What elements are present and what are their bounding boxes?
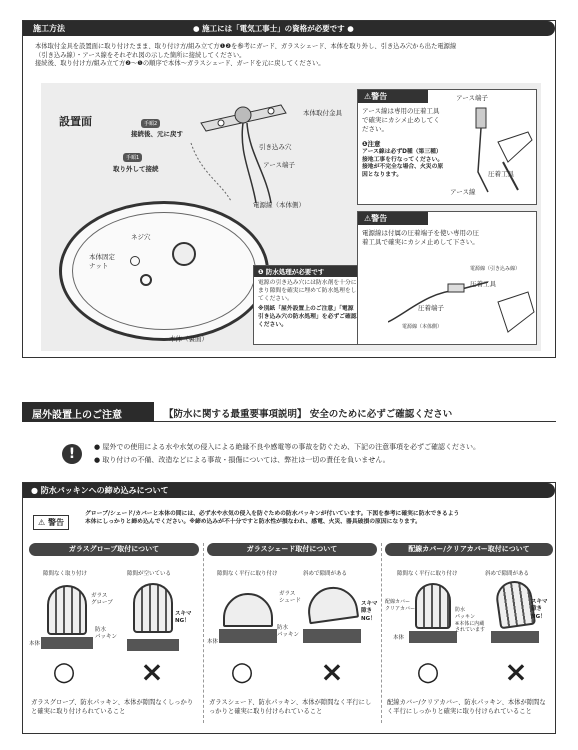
caution-title: ❶注意 <box>362 140 381 148</box>
power-line-tag: 電源線（本体側） <box>402 324 443 330</box>
waterproof-text: 電源の引き込み穴には防水剤を十分にまり隙間を確実に埋めて防水処理をしてください。 <box>258 280 357 302</box>
power-warning-box <box>357 211 537 345</box>
packing-column <box>385 543 553 729</box>
ng-label: 斜めで隙間がある <box>485 571 530 577</box>
instruction-line: （引き込み線）・アース線をそれぞれ図の示した箇所に接続してください。 <box>35 51 246 59</box>
entry-line-tag: 電源線（引き込み線） <box>470 266 521 272</box>
install-surface-label: 設置面 <box>59 115 92 128</box>
power-line-label: 電源線（本体側） <box>253 201 305 209</box>
part2-label: 防水 パッキン <box>95 627 117 641</box>
outdoor-bullet: ● 屋外での使用による水や水気の侵入による絶縁不良や感電等の事故を防ぐため、下記の注意事項を必ずご確認ください。 <box>94 443 481 451</box>
ng-mark: × <box>140 655 164 688</box>
column-header: ガラスグローブ取付について <box>29 543 199 556</box>
globe-ok <box>47 585 87 635</box>
crimp-terminal-tag: 圧着端子 <box>418 304 444 312</box>
outdoor-header <box>22 402 556 422</box>
body-label: 本体 <box>29 641 41 647</box>
earth-warning-title: ⚠警告 <box>358 90 428 103</box>
outdoor-title-box <box>22 402 154 422</box>
packing-column <box>29 543 199 729</box>
ng-mark: × <box>320 655 344 688</box>
part1-label: ガラス グローブ <box>91 593 113 607</box>
column-caption: ガラスシェード、防水パッキン、本体が隙間なく平行にしっかりと確実に取り付けられていること <box>209 699 372 715</box>
install-method-section <box>22 20 556 358</box>
separate-note: ※別紙「屋外設置上のご注意」「電源引き込み穴の防水処理」を必ずご確認ください。 <box>258 306 357 329</box>
install-method-title: 施工方法 <box>33 24 65 33</box>
column-caption: 配線カバー/クリアカバー、防水パッキン、本体が隙間なく平行にしっかりと確実に取り付けられていること <box>387 699 546 715</box>
fixing-nut-label: 本体固定 ナット <box>89 253 115 270</box>
column-divider <box>381 543 382 723</box>
base-ok <box>41 637 93 649</box>
terminal-illustration <box>388 272 536 342</box>
crimp-tool-tag-2: 圧着工具 <box>470 280 496 288</box>
install-method-header <box>23 21 555 36</box>
base-ok <box>219 629 277 643</box>
gap-label: スキマ 隙き NG！ <box>531 599 548 620</box>
ok-mark: ○ <box>52 657 76 687</box>
packing-header <box>23 483 555 498</box>
body-back-label: 本体（裏面） <box>169 335 208 343</box>
earth-warning-box <box>357 89 537 205</box>
base-ng <box>127 639 179 651</box>
screw-hole-label: ネジ穴 <box>131 233 151 241</box>
outdoor-underline <box>154 421 556 422</box>
step1-text: 取り外して接続 <box>113 165 159 173</box>
fixing-nut <box>140 274 152 286</box>
step2-text: 接続後、元に戻す <box>131 130 183 138</box>
shade-ng <box>305 584 359 625</box>
earth-warning-text: アース線は専用の圧着工具で確実にカシメ止めしてください。 <box>362 107 440 133</box>
base-ok <box>409 631 457 643</box>
part1-label: 配線カバー クリアカバー <box>385 599 415 612</box>
ng-label: 斜めで隙間がある <box>303 571 348 577</box>
waterproof-box <box>253 265 363 345</box>
column-header: 配線カバー/クリアカバー取付について <box>385 543 553 556</box>
entry-hole-label: 引き込み穴 <box>259 143 292 151</box>
cover-ok <box>415 583 451 629</box>
ok-mark: ○ <box>230 657 254 687</box>
part2-label: 防水 パッキン ※本体に内蔵 されています <box>455 607 486 634</box>
outdoor-notice <box>22 440 556 470</box>
ng-label: 隙間が空いている <box>127 571 172 577</box>
bracket-illustration <box>131 83 331 213</box>
body-hole <box>172 242 196 266</box>
outdoor-title: 屋外設置上のご注意 <box>32 410 122 421</box>
lamp-body-inner <box>72 212 256 330</box>
packing-warning-text: グローブ/シェード/カバーと本体の間には、必ず水や水気の侵入を防ぐための防水パッキンが付いています。下図を参考に確実に防水できるよう 本体にしっかりと締め込んでください。※締め込みが不十分ですと防水性が損なわれ、感電、火災、器具破損の原因になります。 <box>85 511 460 525</box>
column-header: ガラスシェード取付について <box>207 543 377 556</box>
crimp-illustration <box>448 102 536 198</box>
crimp-tool-tag: 圧着工具 <box>488 170 514 178</box>
lamp-body-back <box>59 201 269 341</box>
outdoor-subtitle: 【防水に関する最重要事項説明】 安全のために必ずご確認ください <box>164 409 453 420</box>
install-instructions <box>35 43 550 69</box>
bracket-label: 本体取付金具 <box>303 109 342 117</box>
screw-hole <box>130 256 140 266</box>
power-warning-text: 電源線は付属の圧着端子を使い専用の圧着工具で確実にカシメ止めして下さい。 <box>362 229 479 246</box>
earth-terminal-tag: アース端子 <box>456 94 488 102</box>
exclamation-icon: ! <box>62 444 82 464</box>
body-label: 本体 <box>207 639 219 645</box>
outdoor-bullet: ● 取り付けの不備、改造などによる事故・損傷については、弊社は一切の責任を負いません。 <box>94 456 390 464</box>
base-ng <box>303 629 361 643</box>
ok-label: 隙間なく平行に取り付け <box>217 571 278 577</box>
step2-badge: 手順2 <box>141 119 160 128</box>
column-caption: ガラスグローブ、防水パッキン、本体が隙間なくしっかりと確実に取り付けられていること <box>31 699 194 715</box>
part1-label: ガラス シェード <box>279 591 301 605</box>
caution-text: アース線は必ずD種（第三種）接地工事を行なってください。接地が不完全な場合、火災の原因となります。 <box>362 148 444 179</box>
globe-ng <box>133 583 173 633</box>
packing-column <box>207 543 377 729</box>
base-ng <box>491 631 539 643</box>
part2-label: 防水 パッキン <box>277 625 299 639</box>
body-label: 本体 <box>393 635 405 641</box>
cover-ng <box>494 579 536 630</box>
ok-label: 隙間なく平行に取り付け <box>397 571 458 577</box>
packing-title: ● 防水パッキンへの締め込みについて <box>31 486 169 495</box>
shade-ok <box>223 593 273 627</box>
instruction-line: 本体取付金具を設置面に取り付けたまま、取り付け方/組み立て方❶❷を参考にガード、ガラスシェード、本体を取り外し、引き込み穴から出た電源線 <box>35 43 457 50</box>
packing-section <box>22 482 556 734</box>
earth-terminal-label: アース端子 <box>263 161 295 169</box>
ok-mark: ○ <box>416 657 440 687</box>
column-divider <box>203 543 204 723</box>
packing-warning-label: ⚠ 警告 <box>33 515 69 530</box>
wiring-diagram <box>41 83 541 351</box>
caution-box <box>362 140 444 180</box>
gap-label: スキマ NG！ <box>175 611 192 625</box>
instruction-line: 接続後、取り付け方/組み立て方❷～❶の順序で本体～ガラスシェード、ガードを元に戻してください。 <box>35 60 325 67</box>
ok-label: 隙間なく取り付け <box>43 571 88 577</box>
earth-wire-tag: アース線 <box>450 188 476 196</box>
step1-badge: 手順1 <box>123 153 142 162</box>
ng-mark: × <box>504 655 528 688</box>
power-warning-title: ⚠警告 <box>358 212 428 225</box>
electrician-notice: ● 施工には「電気工事士」の資格が必要です ● <box>193 24 354 33</box>
waterproof-title: ❶ 防水処理が必要です <box>254 266 362 277</box>
gap-label: スキマ 隙き NG！ <box>361 601 378 622</box>
